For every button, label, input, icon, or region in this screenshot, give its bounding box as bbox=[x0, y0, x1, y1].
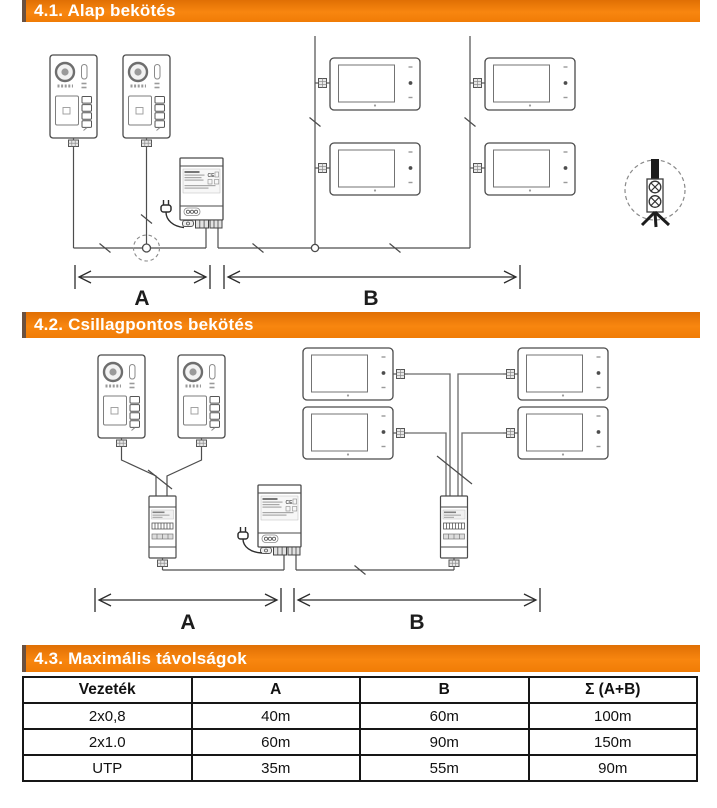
section-41-header bbox=[22, 0, 700, 22]
section-42-header bbox=[22, 312, 700, 338]
monitor bbox=[485, 58, 575, 110]
module-connector bbox=[158, 558, 168, 569]
dimension-label-a: A bbox=[134, 287, 150, 310]
dimension-label-b: B bbox=[409, 611, 425, 634]
station-wiring bbox=[122, 449, 202, 497]
table-header-row bbox=[23, 677, 697, 703]
power-supply-unit bbox=[180, 158, 223, 228]
table-cell: 90m bbox=[360, 729, 529, 755]
monitor bbox=[330, 58, 420, 110]
diagram-star-wiring bbox=[0, 338, 717, 640]
dimension-b bbox=[224, 265, 520, 289]
table-cell: 40m bbox=[192, 703, 361, 729]
monitor-connector bbox=[470, 79, 485, 88]
junction-node bbox=[143, 244, 151, 252]
table-row bbox=[23, 755, 697, 781]
section-41-title: 4.1. Alap bekötés bbox=[34, 1, 176, 20]
monitor bbox=[303, 348, 393, 400]
distance-table bbox=[22, 676, 698, 782]
door-station bbox=[123, 55, 170, 138]
door-station-connector bbox=[142, 138, 152, 149]
power-supply-unit bbox=[258, 485, 301, 555]
mains-plug-icon bbox=[238, 527, 248, 539]
table-cell: 2x1.0 bbox=[23, 729, 192, 755]
table-cell: 100m bbox=[529, 703, 698, 729]
monitor-connector bbox=[393, 429, 408, 438]
table-cell: 60m bbox=[360, 703, 529, 729]
table-row bbox=[23, 703, 697, 729]
bus-wiring bbox=[163, 555, 455, 570]
monitor-connector bbox=[503, 370, 518, 379]
branch-module bbox=[441, 496, 468, 558]
table-cell: 2x0,8 bbox=[23, 703, 192, 729]
dimension-label-b: B bbox=[363, 287, 379, 310]
monitor-connector bbox=[315, 164, 330, 173]
junction-node bbox=[311, 244, 318, 251]
table-cell: 90m bbox=[529, 755, 698, 781]
dimension-a bbox=[95, 588, 281, 612]
cable-detail-callout bbox=[625, 159, 685, 227]
diagram-basic-wiring bbox=[0, 22, 717, 312]
door-station-connector bbox=[117, 438, 127, 449]
table-cell: 55m bbox=[360, 755, 529, 781]
wire-break-mark bbox=[148, 470, 172, 489]
monitor-connector bbox=[503, 429, 518, 438]
branch-module bbox=[149, 496, 176, 558]
dimension-a bbox=[75, 265, 210, 289]
table-cell: 35m bbox=[192, 755, 361, 781]
col-header-wire-type: Vezeték bbox=[23, 677, 192, 703]
monitor bbox=[518, 348, 608, 400]
table-row bbox=[23, 729, 697, 755]
section-43-header bbox=[22, 645, 700, 672]
table-cell: 150m bbox=[529, 729, 698, 755]
section-43-title: 4.3. Maximális távolságok bbox=[34, 648, 247, 668]
mains-plug-icon bbox=[161, 200, 171, 212]
star-wiring bbox=[408, 374, 503, 496]
monitor-connector bbox=[315, 79, 330, 88]
col-header-a: A bbox=[192, 677, 361, 703]
col-header-b: B bbox=[360, 677, 529, 703]
table-cell: 60m bbox=[192, 729, 361, 755]
section-42-title: 4.2. Csillagpontos bekötés bbox=[34, 315, 254, 334]
dimension-label-a: A bbox=[180, 611, 196, 634]
door-station bbox=[50, 55, 97, 138]
monitor-connector bbox=[393, 370, 408, 379]
door-station bbox=[98, 355, 145, 438]
monitor bbox=[330, 143, 420, 195]
monitor-connector bbox=[470, 164, 485, 173]
wire-break-mark bbox=[437, 456, 472, 484]
monitor bbox=[518, 407, 608, 459]
table-cell: UTP bbox=[23, 755, 192, 781]
door-station-connector bbox=[197, 438, 207, 449]
door-station bbox=[178, 355, 225, 438]
monitor bbox=[485, 143, 575, 195]
monitor bbox=[303, 407, 393, 459]
module-connector bbox=[449, 558, 459, 569]
door-station-connector bbox=[69, 138, 79, 149]
dimension-b bbox=[294, 588, 540, 612]
col-header-sum: Σ (A+B) bbox=[529, 677, 698, 703]
